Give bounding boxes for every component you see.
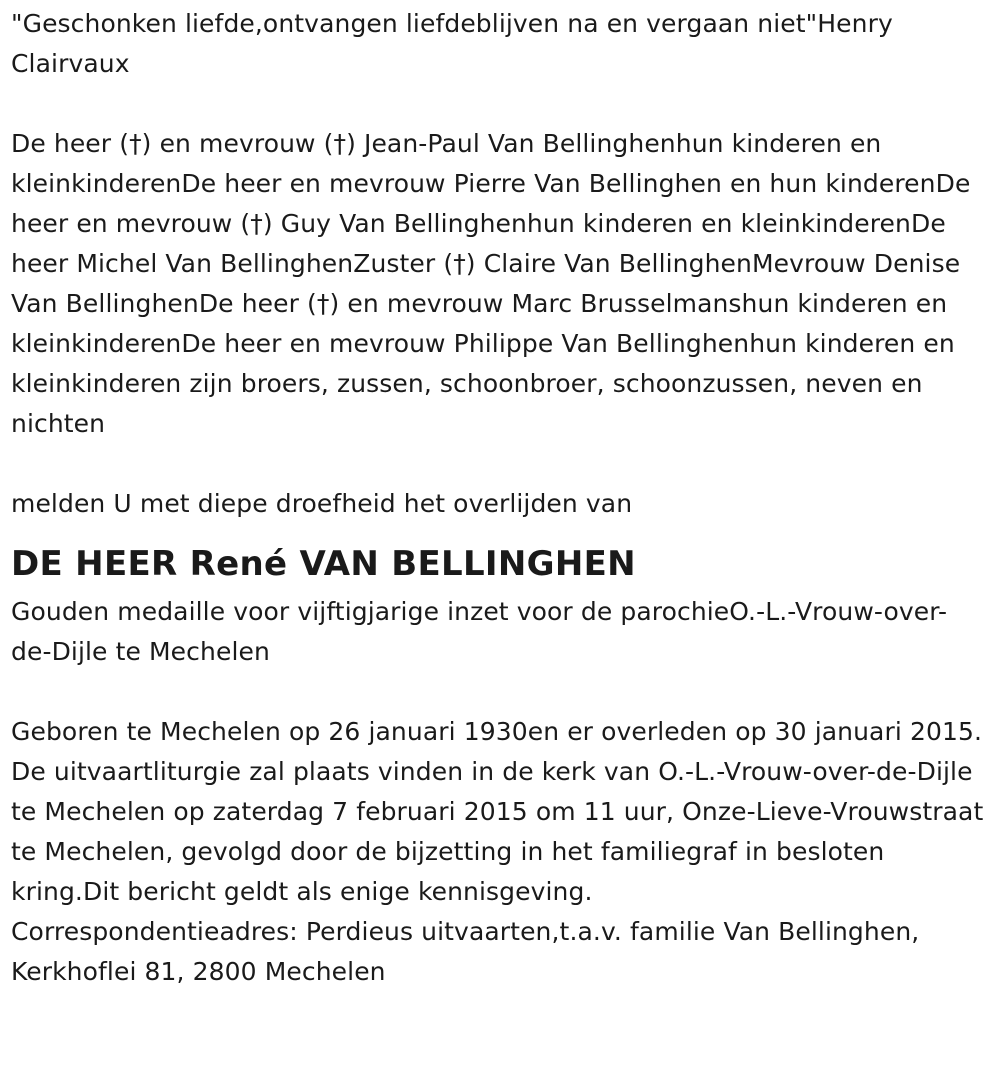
deceased-name: DE HEER René VAN BELLINGHEN [11, 544, 636, 584]
spacer [11, 444, 986, 484]
birth-death-text: Geboren te Mechelen op 26 januari 1930en er overleden op 30 januari 2015. [11, 717, 983, 746]
opening-quote: "Geschonken liefde,ontvangen liefdeblijven na en vergaan niet"Henry Clairvaux [11, 9, 893, 78]
obituary-notice [11, 4, 986, 992]
funeral-details: De uitvaartliturgie zal plaats vinden in de kerk van O.-L.-Vrouw-over-de-Dijle te Mechelen op zaterdag 7 februari 2015 om 11 uur, Onze-Lieve-Vrouwstraat te Mechelen, gevolgd door de bijzetting in het familiegraf in besloten kring.Dit bericht geldt als enige kennisgeving. [11, 757, 984, 906]
announcement-text: melden U met diepe droefheid het overlijden van [11, 489, 633, 518]
spacer [11, 672, 986, 712]
honor-text: Gouden medaille voor vijftigjarige inzet voor de parochieO.-L.-Vrouw-over-de-Dijle te Mechelen [11, 597, 948, 666]
family-list: De heer (†) en mevrouw (†) Jean-Paul Van Bellinghenhun kinderen en kleinkinderenDe heer en mevrouw Pierre Van Bellinghen en hun kinderenDe heer en mevrouw (†) Guy Van Bellinghenhun kinderen en kleinkinderenDe heer Michel Van BellinghenZuster (†) Claire Van BellinghenMevrouw Denise Van BellinghenDe heer (†) en mevrouw Marc Brusselmanshun kinderen en kleinkinderenDe heer en mevrouw Philippe Van Bellinghenhun kinderen en kleinkinderen zijn broers, zussen, schoonbroer, schoonzussen, neven en nichten [11, 129, 971, 438]
spacer [11, 84, 986, 124]
correspondence-address: Correspondentieadres: Perdieus uitvaarten,t.a.v. familie Van Bellinghen, Kerkhoflei 81, 2800 Mechelen [11, 917, 920, 986]
